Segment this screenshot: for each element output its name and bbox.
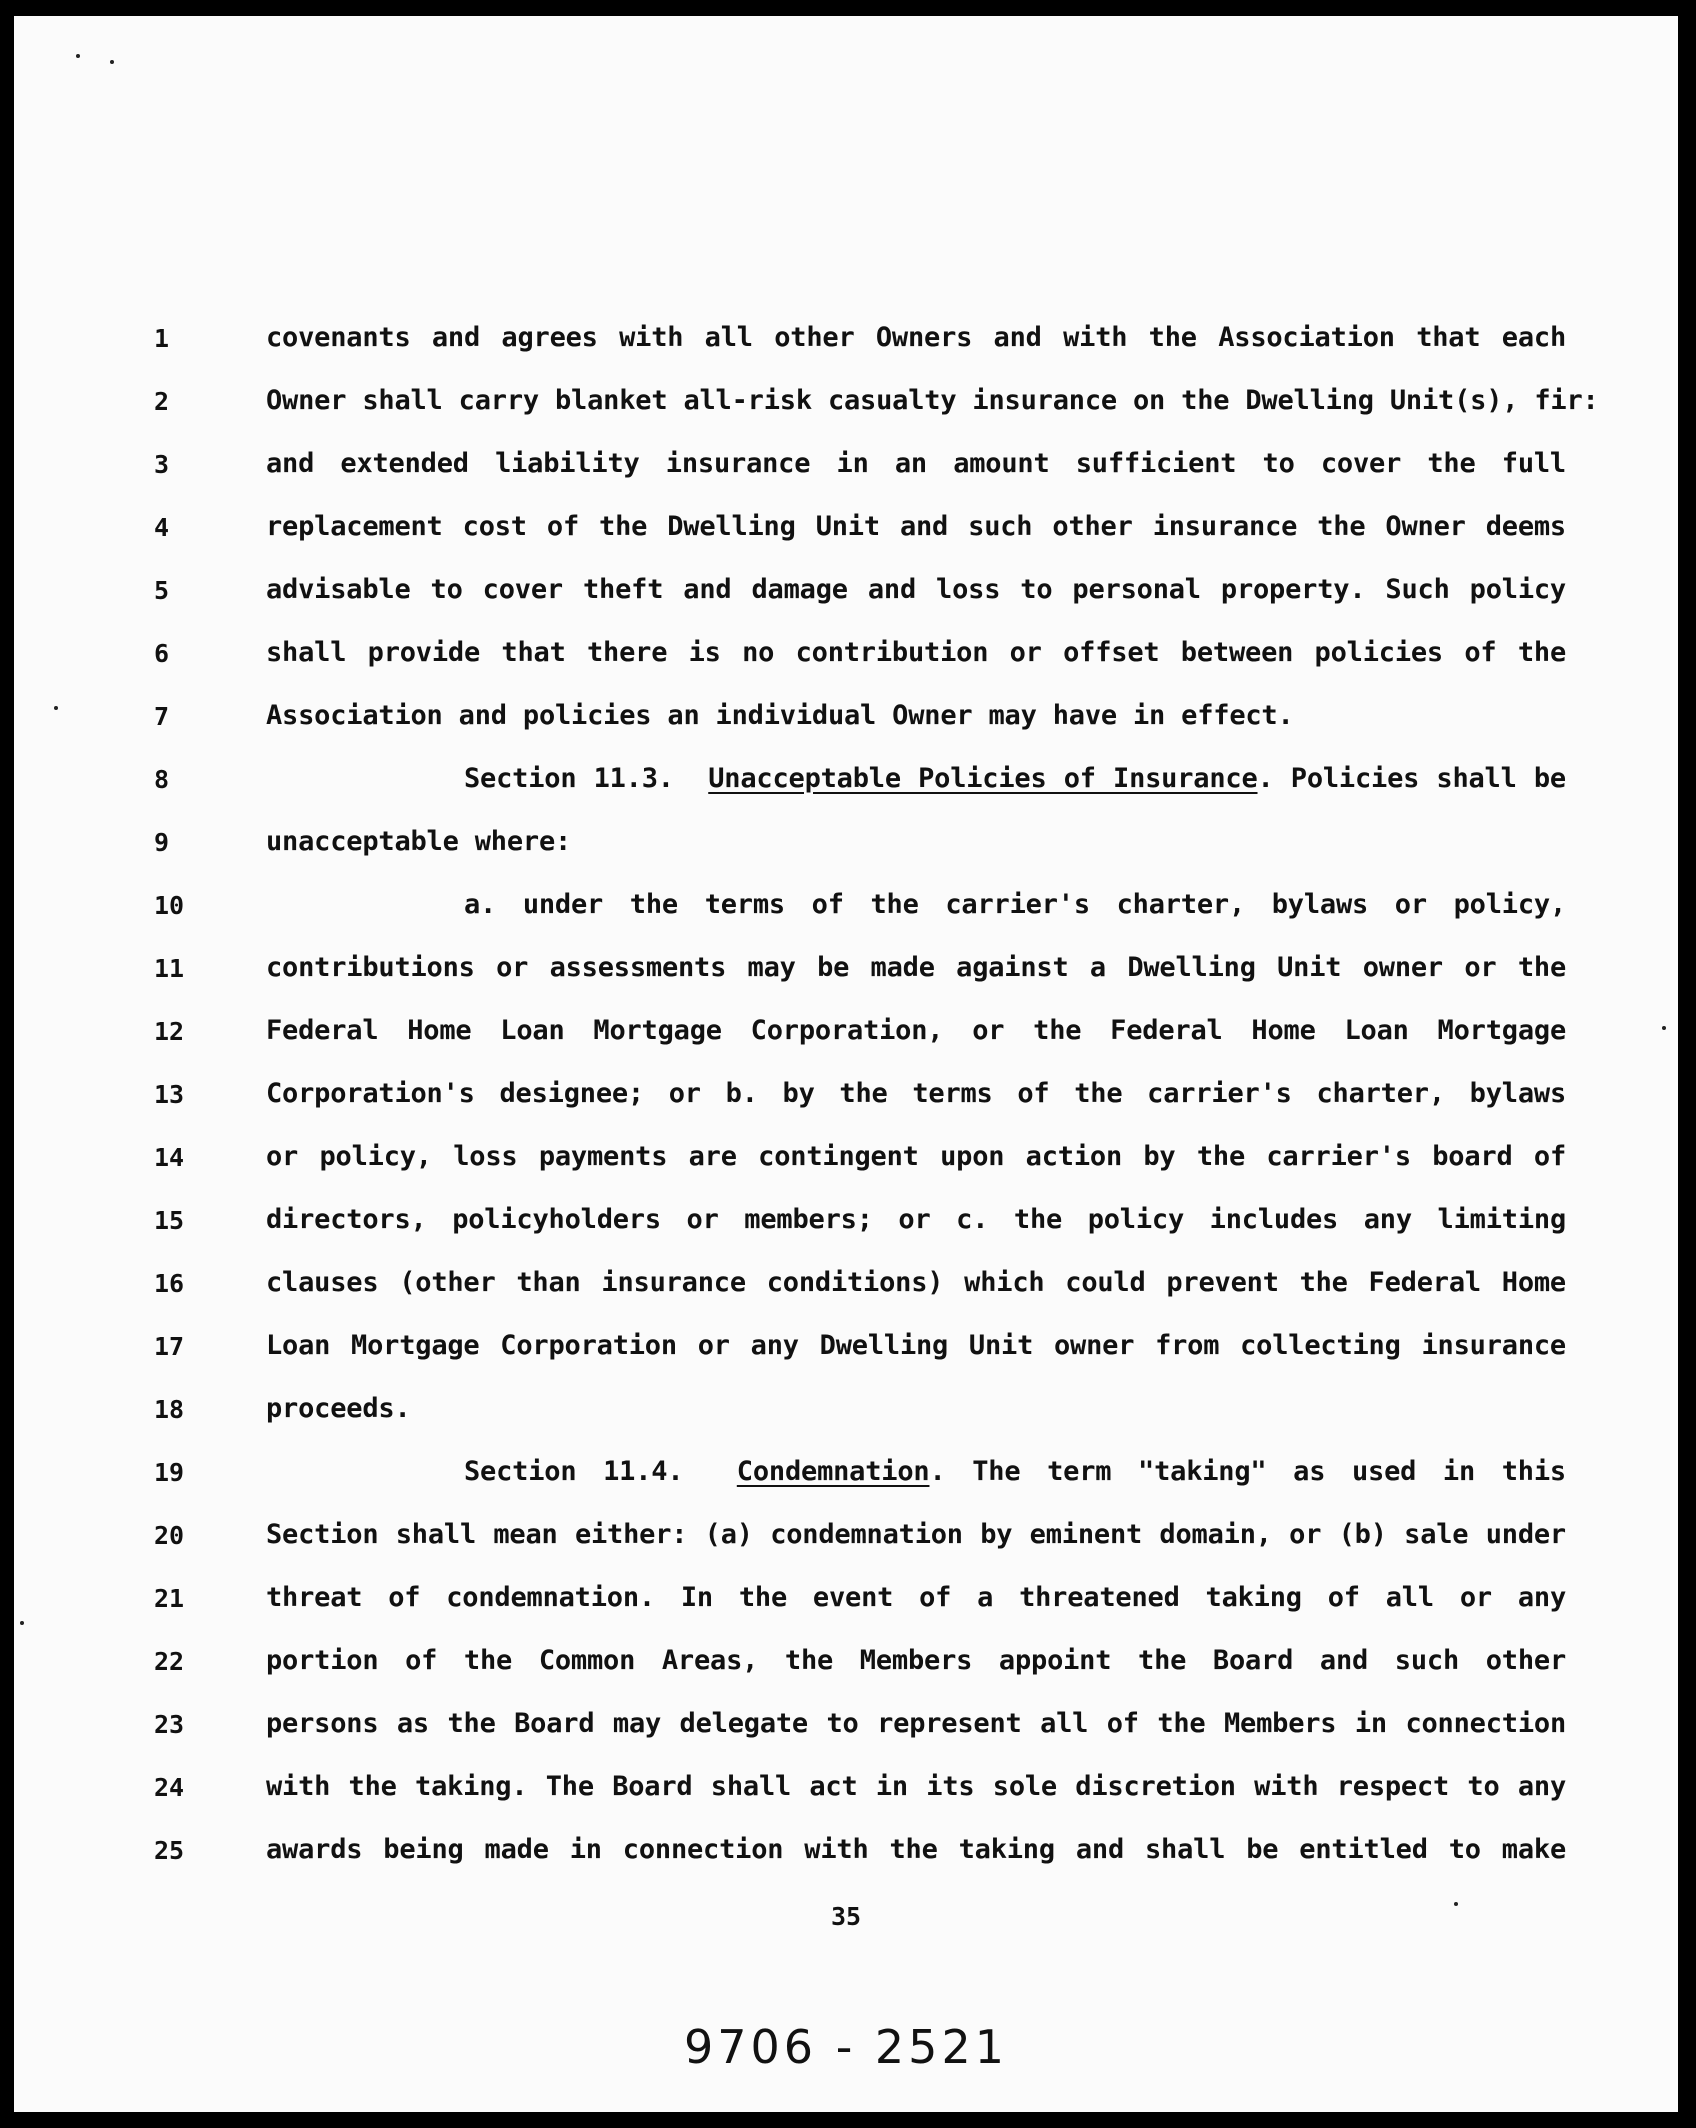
line-text: Federal Home Loan Mortgage Corporation, or the Federal Home Loan Mortgage: [266, 1015, 1566, 1046]
section-number: Section 11.4.: [464, 1456, 684, 1487]
line-text: advisable to cover theft and damage and loss to personal property. Such policy: [266, 574, 1566, 605]
scan-speck: [110, 60, 114, 64]
line-number: 5: [154, 576, 170, 605]
text-line: [14, 568, 1678, 620]
text-line: [14, 505, 1678, 557]
section-title: Unacceptable Policies of Insurance: [708, 763, 1258, 794]
line-text: unacceptable where:: [266, 826, 572, 857]
document-stamp: 9706 - 2521: [684, 2020, 1008, 2074]
line-text: Association and policies an individual Owner may have in effect.: [266, 700, 1294, 731]
section-text: . The term "taking" as used in this: [929, 1456, 1566, 1487]
line-text: a. under the terms of the carrier's charter, bylaws or policy,: [464, 889, 1566, 920]
line-number: 12: [154, 1017, 185, 1046]
line-number: 22: [154, 1647, 185, 1676]
text-line: [14, 442, 1678, 494]
text-line: [14, 316, 1678, 368]
line-number: 8: [154, 765, 170, 794]
line-number: 19: [154, 1458, 185, 1487]
line-number: 15: [154, 1206, 185, 1235]
line-number: 4: [154, 513, 170, 542]
line-number: 20: [154, 1521, 185, 1550]
text-line: [14, 631, 1678, 683]
line-number: 11: [154, 954, 185, 983]
text-line: [14, 1576, 1678, 1628]
text-line: [14, 757, 1678, 809]
line-text: proceeds.: [266, 1393, 411, 1424]
scan-speck: [76, 54, 80, 58]
text-line: [14, 1324, 1678, 1376]
text-line: [14, 1387, 1678, 1439]
line-text: awards being made in connection with the taking and shall be entitled to make: [266, 1834, 1566, 1865]
text-line: [14, 1639, 1678, 1691]
text-line: [14, 1072, 1678, 1124]
line-number: 25: [154, 1836, 185, 1865]
text-line: [14, 1135, 1678, 1187]
line-number: 7: [154, 702, 170, 731]
text-line: [14, 1513, 1678, 1565]
line-number: 24: [154, 1773, 185, 1802]
line-text: Owner shall carry blanket all-risk casualty insurance on the Dwelling Unit(s), fir:: [266, 385, 1599, 416]
line-text: with the taking. The Board shall act in its sole discretion with respect to any: [266, 1771, 1566, 1802]
text-line: [14, 1198, 1678, 1250]
line-number: 18: [154, 1395, 185, 1424]
text-line: [14, 883, 1678, 935]
section-heading-line: [266, 763, 1566, 794]
line-text: Corporation's designee; or b. by the terms of the carrier's charter, bylaws: [266, 1078, 1566, 1109]
text-line: [14, 379, 1678, 431]
line-text: threat of condemnation. In the event of a threatened taking of all or any: [266, 1582, 1566, 1613]
line-text: or policy, loss payments are contingent upon action by the carrier's board of: [266, 1141, 1566, 1172]
line-number: 13: [154, 1080, 185, 1109]
line-text: clauses (other than insurance conditions) which could prevent the Federal Home: [266, 1267, 1566, 1298]
section-number: Section 11.3.: [464, 763, 674, 794]
line-text: covenants and agrees with all other Owners and with the Association that each: [266, 322, 1566, 353]
text-line: [14, 1828, 1678, 1880]
line-text: directors, policyholders or members; or c. the policy includes any limiting: [266, 1204, 1566, 1235]
line-number: 6: [154, 639, 170, 668]
line-text: contributions or assessments may be made against a Dwelling Unit owner or the: [266, 952, 1566, 983]
line-text: persons as the Board may delegate to represent all of the Members in connection: [266, 1708, 1566, 1739]
line-number: 16: [154, 1269, 185, 1298]
line-text: and extended liability insurance in an amount sufficient to cover the full: [266, 448, 1566, 479]
line-text: shall provide that there is no contribution or offset between policies of the: [266, 637, 1566, 668]
line-text: Section shall mean either: (a) condemnation by eminent domain, or (b) sale under: [266, 1519, 1566, 1550]
text-line: [14, 1450, 1678, 1502]
text-line: [14, 946, 1678, 998]
line-text: Loan Mortgage Corporation or any Dwelling Unit owner from collecting insurance: [266, 1330, 1566, 1361]
line-number: 17: [154, 1332, 185, 1361]
section-title: Condemnation: [736, 1456, 930, 1487]
line-text: replacement cost of the Dwelling Unit and such other insurance the Owner deems: [266, 511, 1566, 542]
text-line: [14, 1702, 1678, 1754]
line-number: 9: [154, 828, 170, 857]
document-page: [14, 16, 1678, 2112]
text-line: [14, 1765, 1678, 1817]
line-number: 23: [154, 1710, 185, 1739]
section-heading-line: [266, 1456, 1566, 1487]
page-number: 35: [830, 1902, 862, 1931]
line-number: 21: [154, 1584, 185, 1613]
text-line: [14, 1261, 1678, 1313]
line-number: 14: [154, 1143, 185, 1172]
text-line: [14, 694, 1678, 746]
text-line: [14, 820, 1678, 872]
line-number: 1: [154, 324, 170, 353]
line-number: 3: [154, 450, 170, 479]
line-number: 2: [154, 387, 170, 416]
text-line: [14, 1009, 1678, 1061]
line-text: portion of the Common Areas, the Members appoint the Board and such other: [266, 1645, 1566, 1676]
line-number: 10: [154, 891, 185, 920]
section-text: . Policies shall be: [1257, 763, 1566, 794]
